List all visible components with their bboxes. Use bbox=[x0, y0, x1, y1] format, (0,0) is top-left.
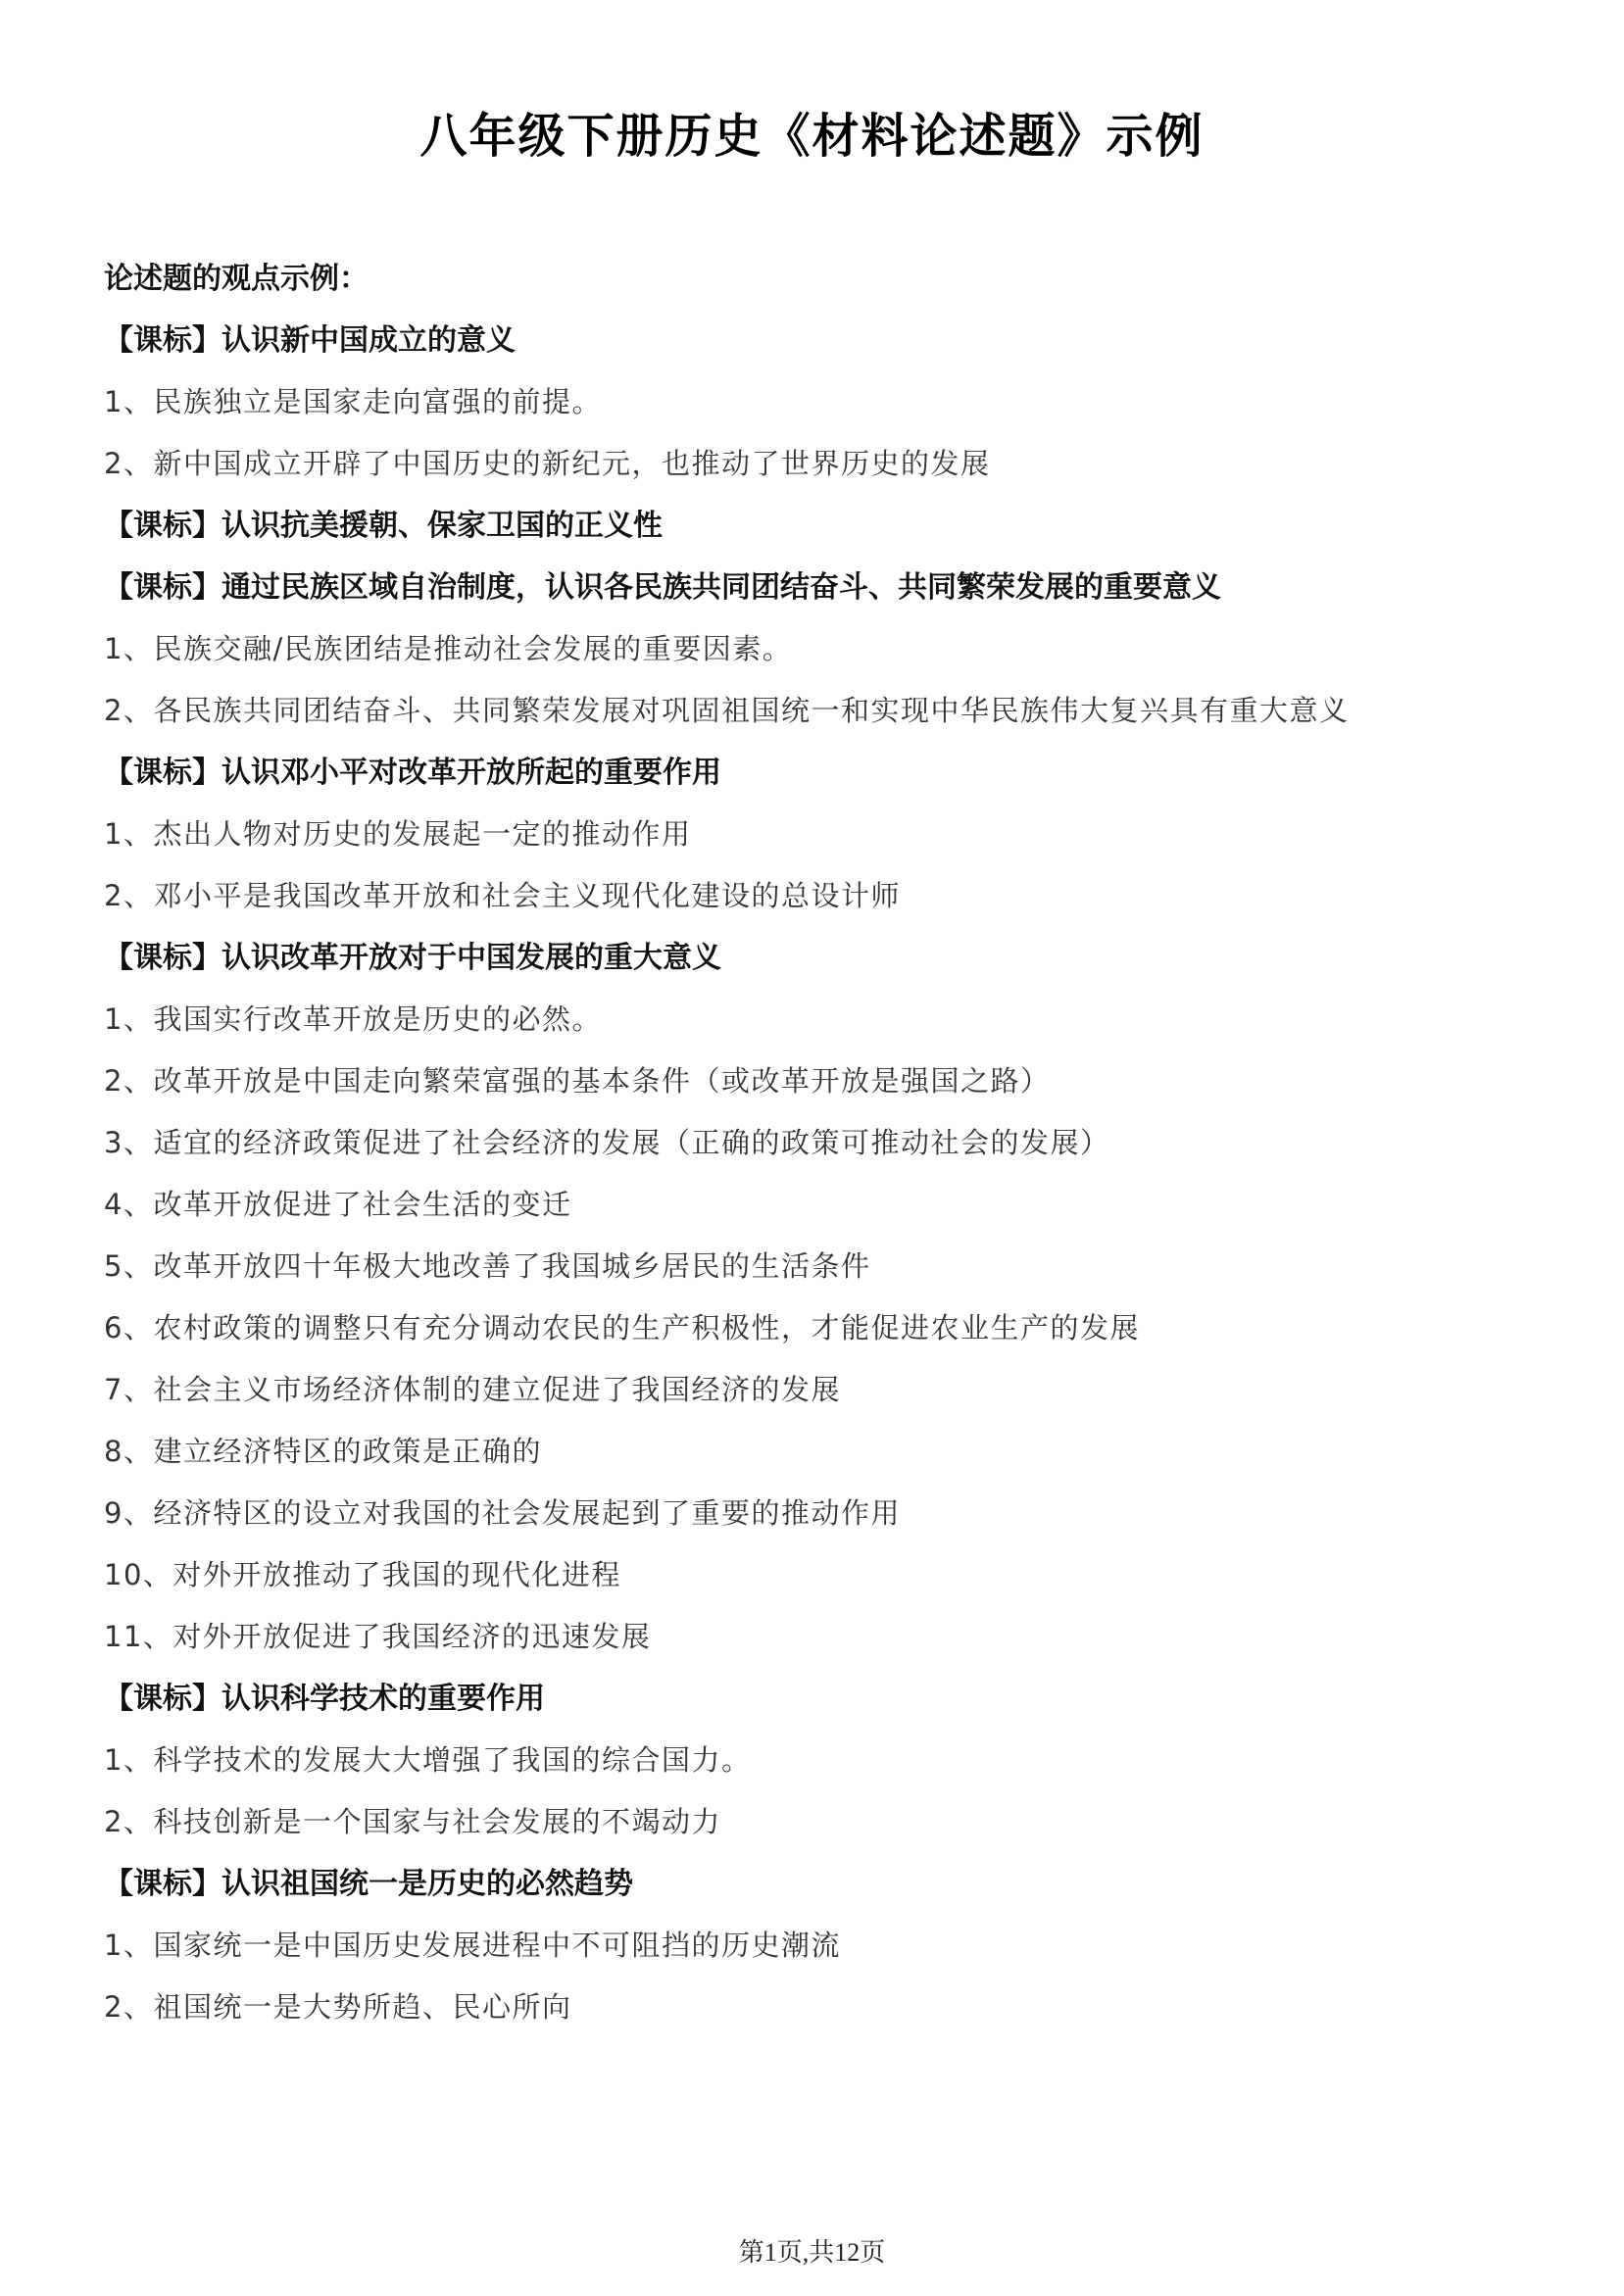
point-item: 1、民族独立是国家走向富强的前提。 bbox=[104, 385, 602, 418]
course-standard-heading: 【课标】通过民族区域自治制度，认识各民族共同团结奋斗、共同繁荣发展的重要意义 bbox=[104, 571, 1221, 604]
course-standard-heading: 【课标】认识抗美援朝、保家卫国的正义性 bbox=[104, 510, 663, 542]
point-item: 7、社会主义市场经济体制的建立促进了我国经济的发展 bbox=[104, 1373, 841, 1406]
point-item: 1、杰出人物对历史的发展起一定的推动作用 bbox=[104, 817, 692, 851]
point-item: 6、农村政策的调整只有充分调动农民的生产积极性，才能促进农业生产的发展 bbox=[104, 1311, 1140, 1344]
point-item: 9、经济特区的设立对我国的社会发展起到了重要的推动作用 bbox=[104, 1496, 901, 1530]
point-item: 2、科技创新是一个国家与社会发展的不竭动力 bbox=[104, 1805, 721, 1838]
point-item: 2、祖国统一是大势所趋、民心所向 bbox=[104, 1990, 572, 2024]
point-item: 8、建立经济特区的政策是正确的 bbox=[104, 1435, 542, 1468]
document-body bbox=[104, 248, 1565, 2038]
document-title: 八年级下册历史《材料论述题》示例 bbox=[419, 111, 1205, 163]
page-number: 第1页,共12页 bbox=[738, 2238, 886, 2267]
course-standard-heading: 【课标】认识改革开放对于中国发展的重大意义 bbox=[104, 942, 721, 974]
point-item: 11、对外开放促进了我国经济的迅速发展 bbox=[104, 1620, 652, 1653]
point-item: 1、民族交融/民族团结是推动社会发展的重要因素。 bbox=[104, 632, 793, 665]
course-standard-heading: 【课标】认识科学技术的重要作用 bbox=[104, 1683, 545, 1715]
point-item: 1、国家统一是中国历史发展进程中不可阻挡的历史潮流 bbox=[104, 1929, 841, 1962]
point-item: 3、适宜的经济政策促进了社会经济的发展（正确的政策可推动社会的发展） bbox=[104, 1126, 1110, 1159]
point-item: 2、邓小平是我国改革开放和社会主义现代化建设的总设计师 bbox=[104, 879, 901, 912]
point-item: 2、改革开放是中国走向繁荣富强的基本条件（或改革开放是强国之路） bbox=[104, 1064, 1051, 1098]
course-standard-heading: 【课标】认识祖国统一是历史的必然趋势 bbox=[104, 1868, 633, 1900]
course-standard-heading: 【课标】认识新中国成立的意义 bbox=[104, 324, 516, 357]
point-item: 1、我国实行改革开放是历史的必然。 bbox=[104, 1002, 602, 1036]
point-item: 4、改革开放促进了社会生活的变迁 bbox=[104, 1188, 572, 1221]
point-item: 2、各民族共同团结奋斗、共同繁荣发展对巩固祖国统一和实现中华民族伟大复兴具有重大意义 bbox=[104, 694, 1350, 727]
point-item: 1、科学技术的发展大大增强了我国的综合国力。 bbox=[104, 1743, 752, 1777]
point-item: 5、改革开放四十年极大地改善了我国城乡居民的生活条件 bbox=[104, 1249, 871, 1283]
point-item: 2、新中国成立开辟了中国历史的新纪元，也推动了世界历史的发展 bbox=[104, 447, 991, 480]
point-item: 10、对外开放推动了我国的现代化进程 bbox=[104, 1558, 621, 1591]
intro-heading: 论述题的观点示例： bbox=[104, 263, 369, 295]
course-standard-heading: 【课标】认识邓小平对改革开放所起的重要作用 bbox=[104, 757, 721, 789]
